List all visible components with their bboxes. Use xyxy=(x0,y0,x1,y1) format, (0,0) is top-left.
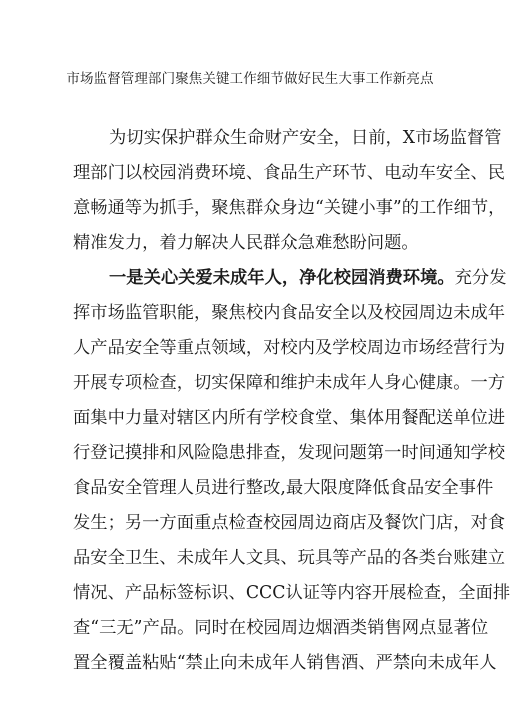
paragraph-2-line-12: 置全覆盖粘贴“禁止向未成年人销售酒、严禁向未成年人 xyxy=(73,653,497,673)
paragraph-2-line-1 xyxy=(109,265,507,291)
paragraph-2-line-3: 人产品安全等重点领域，对校内及学校周边市场经营行为 xyxy=(73,338,506,358)
paragraph-2-line-9: 品安全卫生、未成年人文具、玩具等产品的各类台账建立 xyxy=(73,548,506,568)
paragraph-1-line-1: 为切实保护群众生命财产安全，日前，X市场监督管 xyxy=(109,128,502,148)
paragraph-1-line-2: 理部门以校园消费环境、食品生产环节、电动车安全、民 xyxy=(73,163,506,183)
paragraph-2-line-11: 查“三无”产品。同时在校园周边烟酒类销售网点显著位 xyxy=(73,618,489,638)
paragraph-2-line-10: 情况、产品标签标识、CCC认证等内容开展检查，全面排 xyxy=(73,583,510,603)
paragraph-2-line-7: 食品安全管理人员进行整改,最大限度降低食品安全事件 xyxy=(73,478,494,498)
paragraph-2-line-4: 开展专项检查，切实保障和维护未成年人身心健康。一方 xyxy=(73,373,506,393)
paragraph-2-first-rest: 充分发 xyxy=(454,268,507,288)
paragraph-2-heading: 一是关心关爱未成年人，净化校园消费环境。 xyxy=(109,268,455,288)
paragraph-1-line-3: 意畅通等为抓手，聚焦群众身边“关键小事”的工作细节， xyxy=(73,198,506,218)
paragraph-2-line-2: 挥市场监管职能，聚焦校内食品安全以及校园周边未成年 xyxy=(73,303,506,323)
paragraph-1-line-4: 精准发力，着力解决人民群众急难愁盼问题。 xyxy=(73,233,419,253)
paragraph-2-line-5: 面集中力量对辖区内所有学校食堂、集体用餐配送单位进 xyxy=(73,408,506,428)
paragraph-2-line-6: 行登记摸排和风险隐患排查，发现问题第一时间通知学校 xyxy=(73,443,506,463)
paragraph-2-line-8: 发生；另一方面重点检查校园周边商店及餐饮门店，对食 xyxy=(73,513,506,533)
document-title: 市场监督管理部门聚焦关键工作细节做好民生大事工作新亮点 xyxy=(66,71,434,87)
